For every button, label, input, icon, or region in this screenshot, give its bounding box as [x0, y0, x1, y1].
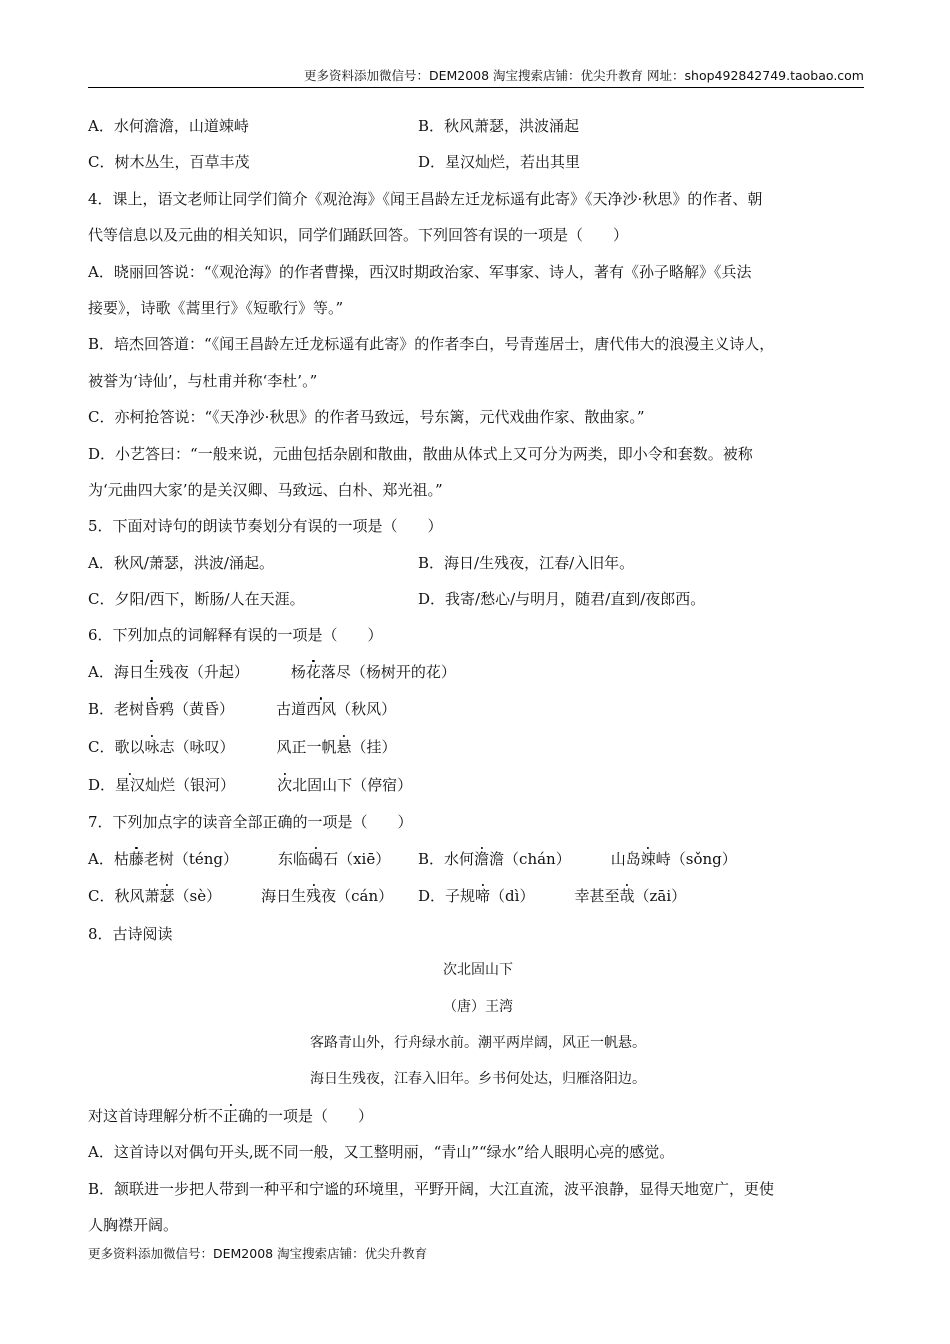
- q4-option-d-line-1: D．小艺答曰：“一般来说，元曲包括杂剧和散曲，散曲从体式上又可分为两类，即小令和套数。被称: [88, 444, 753, 463]
- dotted-word: 咏: [144, 729, 159, 767]
- page-footer: 更多资料添加微信号：DEM2008 淘宝搜索店铺：优尖升教育: [88, 1246, 428, 1261]
- q5-stem: 5．下面对诗句的朗读节奏划分有误的一项是（ ）: [88, 517, 443, 536]
- poem-line-2: 海日生残夜，江春入旧年。乡书何处达，归雁洛阳边。: [310, 1071, 646, 1088]
- q4-option-a-line-1: A．晓丽回答说：“《观沧海》的作者曹操，西汉时期政治家、军事家、诗人，著有《孙子略解》《兵法: [88, 262, 752, 281]
- q8-stem: 8．古诗阅读: [88, 924, 173, 943]
- dotted-char: 藤: [129, 841, 144, 879]
- q5-options-ab: [88, 545, 868, 581]
- dotted-char: 澹: [474, 841, 489, 879]
- q6-option-d: D．星汉灿烂（银河） 次北固山下（停宿）: [88, 767, 868, 805]
- q5-option-a: A．秋风/萧瑟，洪波/涌起。: [88, 553, 274, 572]
- q4-option-b-line-2: 被誉为‘诗仙’，与杜甫并称‘李杜’。”: [88, 371, 318, 390]
- q3-options-ab: [88, 108, 868, 144]
- q5-option-d: D．我寄/愁心/与明月，随君/直到/夜郎西。: [418, 590, 706, 609]
- page-header: 更多资料添加微信号：DEM2008 淘宝搜索店铺：优尖升教育 网址：shop492842749.taobao.com: [88, 66, 864, 88]
- q4-stem-line-1: 4．课上，语文老师让同学们简介《观沧海》《闻王昌龄左迁龙标遥有此寄》《天净沙·秋思》的作者、朝: [88, 189, 763, 208]
- q8-option-b-line-2: 人胸襟开阔。: [88, 1215, 179, 1234]
- document-body: [88, 108, 868, 1243]
- q4-stem-line-2: 代等信息以及元曲的相关知识，同学们踊跃回答。下列回答有误的一项是（ ）: [88, 226, 629, 245]
- q8-question: 对这首诗理解分析不正确的一项是（ ）: [88, 1098, 868, 1134]
- dotted-word: 悬: [337, 729, 352, 767]
- q6-stem: 6．下列加点的词解释有误的一项是（ ）: [88, 626, 383, 645]
- dotted-word: 西风: [306, 691, 336, 729]
- q5-option-c: C．夕阳/西下，断肠/人在天涯。: [88, 590, 305, 609]
- dotted-char: 竦: [641, 841, 656, 879]
- poem-author: （唐）王湾: [443, 998, 513, 1015]
- q7-stem: 7．下列加点字的读音全部正确的一项是（ ）: [88, 813, 413, 832]
- dotted-char: 残: [306, 878, 321, 916]
- q3-option-a: A．水何澹澹，山道竦峙: [88, 117, 249, 135]
- q5-option-b: B．海日/生残夜，江春/入旧年。: [418, 553, 635, 572]
- q3-option-c: C．树木丛生，百草丰茂: [88, 153, 250, 172]
- poem-line-1: 客路青山外，行舟绿水前。潮平两岸阔，风正一帆悬。: [310, 1034, 646, 1051]
- dotted-phrase: 不正确: [208, 1098, 253, 1134]
- q6-option-b: B．老树昏鸦（黄昏） 古道西风（秋风）: [88, 691, 868, 729]
- q3-option-b: B．秋风萧瑟，洪波涌起: [418, 117, 580, 135]
- q5-options-cd: [88, 581, 868, 617]
- q4-option-d-line-2: 为‘元曲四大家’的是关汉卿、马致远、白朴、郑光祖。”: [88, 480, 443, 499]
- dotted-char: 碣: [308, 841, 323, 879]
- dotted-char: 啼: [475, 878, 490, 916]
- q4-option-c: C．亦柯抢答说：“《天净沙·秋思》的作者马致远，号东篱，元代戏曲作家、散曲家。”: [88, 408, 645, 427]
- q4-option-b-line-1: B．培杰回答道：“《闻王昌龄左迁龙标遥有此寄》的作者李白，号青莲居士，唐代伟大的浪漫主义诗人，: [88, 335, 775, 354]
- poem-title: 次北固山下: [443, 962, 513, 979]
- q8-option-b-line-1: B．颔联进一步把人带到一种平和宁谧的环境里，平野开阔，大江直流，波平浪静，显得天地宽广，更使: [88, 1179, 775, 1198]
- dotted-word: 次: [277, 767, 292, 805]
- dotted-word: 星汉: [115, 767, 145, 805]
- q3-options-cd: [88, 144, 868, 180]
- dotted-word: 昏: [144, 691, 159, 729]
- q3-option-d: D．星汉灿烂，若出其里: [418, 153, 581, 172]
- dotted-char: 哉: [619, 878, 634, 916]
- q6-option-a: A．海日生残夜（升起） 杨花落尽（杨树开的花）: [88, 654, 868, 692]
- dotted-word: 生: [144, 654, 159, 692]
- dotted-word: 花: [306, 654, 321, 692]
- q7-options-ab: A．枯藤老树（téng） 东临碣石（xiē） B．水何澹澹（chán） 山岛竦峙（sǒng）: [88, 841, 868, 879]
- dotted-char: 瑟: [159, 878, 174, 916]
- q6-option-c: C．歌以咏志（咏叹） 风正一帆悬（挂）: [88, 729, 868, 767]
- q4-option-a-line-2: 接要》，诗歌《蒿里行》《短歌行》等。”: [88, 298, 344, 317]
- q8-option-a: A．这首诗以对偶句开头,既不同一般，又工整明丽，“青山”“绿水”给人眼明心亮的感觉。: [88, 1143, 675, 1162]
- q7-options-cd: C．秋风萧瑟（sè） 海日生残夜（cán） D．子规啼（dì） 幸甚至哉（zāi）: [88, 878, 868, 916]
